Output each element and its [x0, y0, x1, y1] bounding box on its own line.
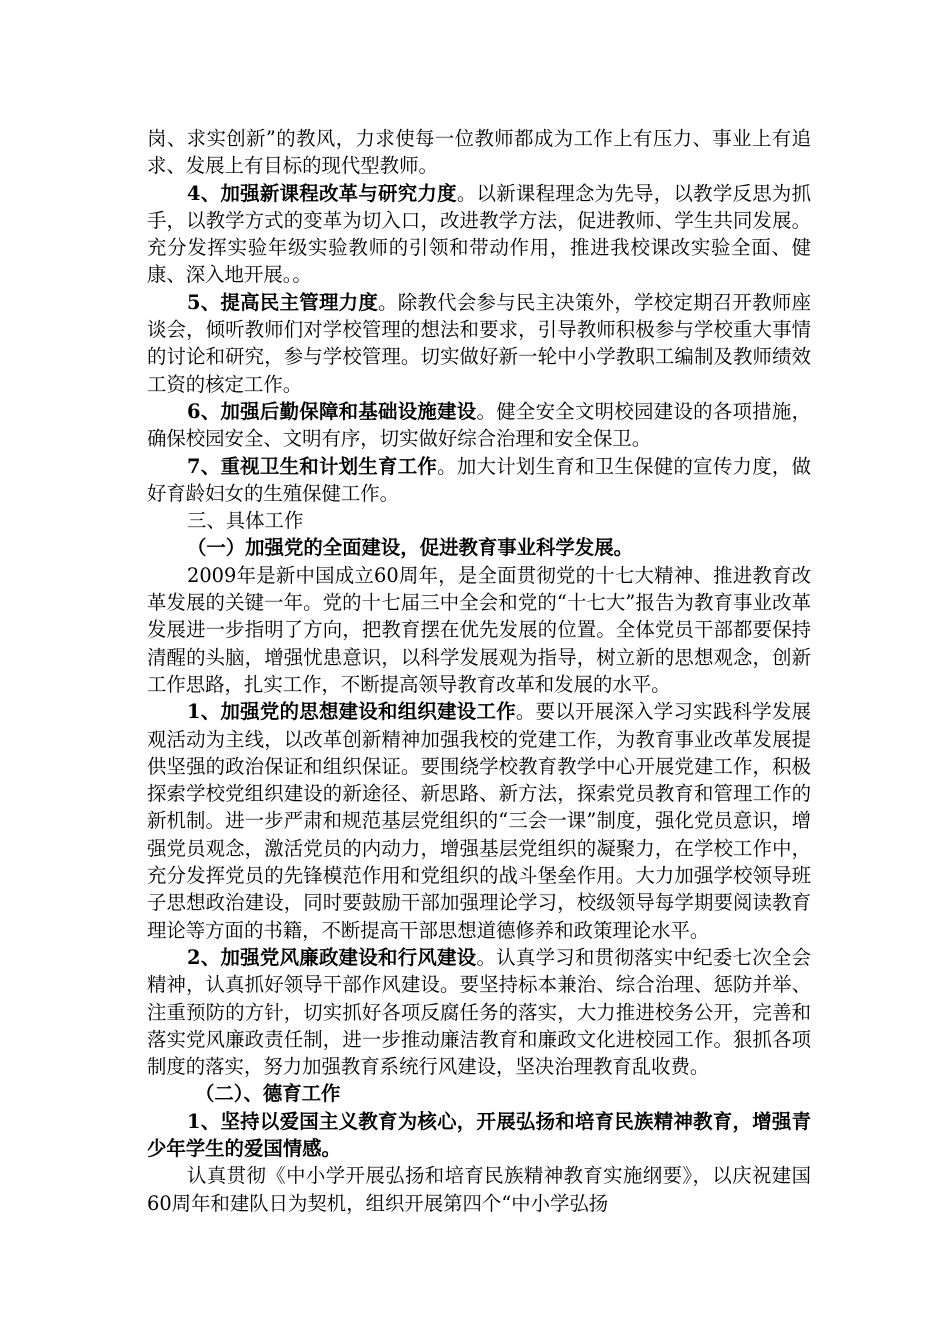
section-heading: 三、具体工作	[187, 509, 304, 533]
paragraph-party-item-2	[147, 944, 811, 1080]
paragraph-party-item-1	[147, 698, 811, 944]
paragraph-item-6	[147, 398, 811, 453]
item-heading: 6、加强后勤保障和基础设施建设	[187, 399, 477, 423]
item-heading: 2、加强党风廉政建设和行风建设	[187, 945, 477, 969]
item-body: 。以新课程理念为先导，以教学反思为抓手，以教学方式的变革为切入口，改进教学方法，促进教师、学生共同发展。充分发挥实验年级实验教师的引领和带动作用，推进我校课改实验全面、健康、深入地开展。。	[147, 181, 811, 287]
item-heading: 5、提高民主管理力度	[187, 290, 379, 314]
item-heading: 1、加强党的思想建设和组织建设工作	[187, 700, 516, 724]
document-page	[147, 125, 811, 1217]
item-body: 。要以开展深入学习实践科学发展观活动为主线，以改革创新精神加强我校的党建工作，为教育事业改革发展提供坚强的政治保证和组织保证。要围绕学校教育教学中心开展党建工作，积极探索学校党组织建设的新途径、新思路、新方法，探索党员教育和管理工作的新机制。进一步严肃和规范基层党组织的“三会一课”制度，强化党员意识，增强党员观念，激活党员的内动力，增强基层党组织的凝聚力，在学校工作中，充分发挥党员的先锋模范作用和党组织的战斗堡垒作用。大力加强学校领导班子思想政治建设，同时要鼓励干部加强理论学习，校级领导每学期要阅读教育理论等方面的书籍，不断提高干部思想道德修养和政策理论水平。	[147, 700, 812, 942]
subsection-heading-moral: （二）、德育工作	[195, 1082, 341, 1106]
paragraph-item-7	[147, 453, 811, 508]
paragraph-item-4	[147, 180, 811, 289]
item-heading: 7、重视卫生和计划生育工作	[187, 454, 438, 478]
paragraph-moral-item-1: 1、坚持以爱国主义教育为核心，开展弘扬和培育民族精神教育，增强青少年学生的爱国情感。	[147, 1109, 811, 1160]
paragraph-intro-2009: 2009年是新中国成立60周年，是全面贯彻党的十七大精神、推进教育改革发展的关键一年。党的十七届三中全会和党的“十七大”报告为教育事业改革发展进一步指明了方向，把教育摆在优先发展的位置。全体党员干部都要保持清醒的头脑，增强忧患意识，以科学发展观为指导，树立新的思想观念，创新工作思路，扎实工作，不断提高领导教育改革和发展的水平。	[147, 563, 811, 696]
paragraph-moral-body: 认真贯彻《中小学开展弘扬和培育民族精神教育实施纲要》，以庆祝建国60周年和建队日为契机，组织开展第四个“中小学弘扬	[147, 1164, 811, 1215]
item-heading: 4、加强新课程改革与研究力度	[187, 181, 457, 205]
paragraph-continuation: 岗、求实创新”的教风，力求使每一位教师都成为工作上有压力、事业上有追求、发展上有目标的现代型教师。	[147, 127, 811, 178]
item-body: 。加大计划生育和卫生保健的宣传力度，做好育龄妇女的生殖保健工作。	[147, 454, 811, 505]
item-body: 。除教代会参与民主决策外，学校定期召开教师座谈会，倾听教师们对学校管理的想法和要求，引导教师积极参与学校重大事情的讨论和研究，参与学校管理。切实做好新一轮中小学教职工编制及教师绩效工资的核定工作。	[147, 290, 812, 396]
item-body: 。认真学习和贯彻落实中纪委七次全会精神，认真抓好领导干部作风建设。要坚持标本兼治、综合治理、惩防并举、注重预防的方针，切实抓好各项反腐任务的落实，大力推进校务公开，完善和落实党风廉政责任制，进一步推动廉洁教育和廉政文化进校园工作。狠抓各项制度的落实，努力加强教育系统行风建设，坚决治理教育乱收费。	[147, 945, 812, 1079]
item-body: 。健全安全文明校园建设的各项措施，确保校园安全、文明有序，切实做好综合治理和安全保卫。	[147, 399, 812, 451]
paragraph-item-5	[147, 289, 811, 398]
subsection-heading-party: （一）加强党的全面建设，促进教育事业科学发展。	[187, 536, 633, 560]
